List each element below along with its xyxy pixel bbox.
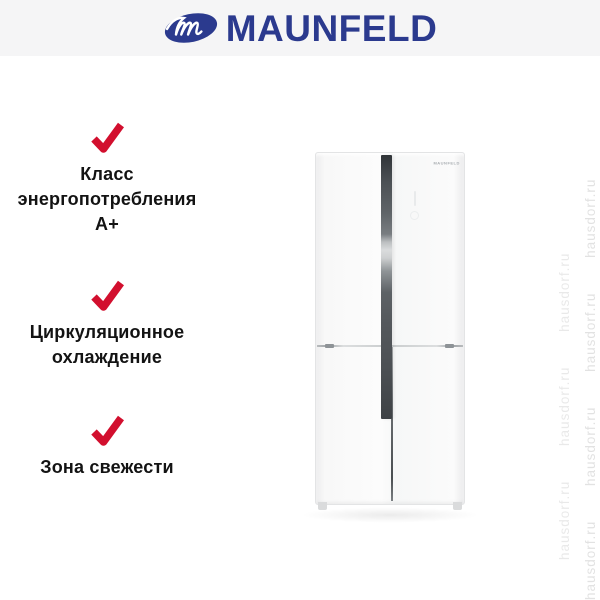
- feature-text: [40, 455, 174, 480]
- feature-text: [18, 162, 197, 237]
- feature-circulation-cooling: [18, 279, 196, 370]
- maunfeld-emblem-icon: [163, 10, 219, 46]
- feature-line: Циркуляционное: [29, 322, 185, 342]
- brand-wordmark: MAUNFELD: [225, 7, 438, 49]
- refrigerator-image: [315, 152, 465, 505]
- fridge-handle-strip: [381, 155, 392, 419]
- fridge-display-dial: [410, 211, 419, 220]
- hinge-detail: [325, 344, 334, 348]
- feature-line: Зона свежести: [40, 457, 174, 477]
- brand-logo: [163, 7, 438, 49]
- feature-line: охлаждение: [51, 347, 163, 367]
- header: [0, 0, 600, 56]
- feature-freshness-zone: [18, 414, 196, 480]
- feature-line: Класс: [80, 164, 134, 184]
- feature-energy-class: [18, 121, 196, 237]
- feature-line: А+: [95, 214, 119, 234]
- feature-text: [30, 320, 185, 370]
- feature-line: энергопотребления: [17, 189, 197, 209]
- watermark-column: hausdorf.ru hausdorf.ru hausdorf.ru hausdorf.ru: [583, 178, 598, 600]
- fridge-foot: [318, 502, 327, 510]
- check-icon: [90, 121, 124, 153]
- fridge-display-mark: [414, 191, 416, 206]
- check-icon: [90, 279, 124, 311]
- watermark-column: hausdorf.ru hausdorf.ru hausdorf.ru: [557, 252, 572, 560]
- fridge-foot: [453, 502, 462, 510]
- fridge-brand-badge: MAUNFELD: [433, 161, 460, 166]
- check-icon: [90, 414, 124, 446]
- hinge-detail: [445, 344, 454, 348]
